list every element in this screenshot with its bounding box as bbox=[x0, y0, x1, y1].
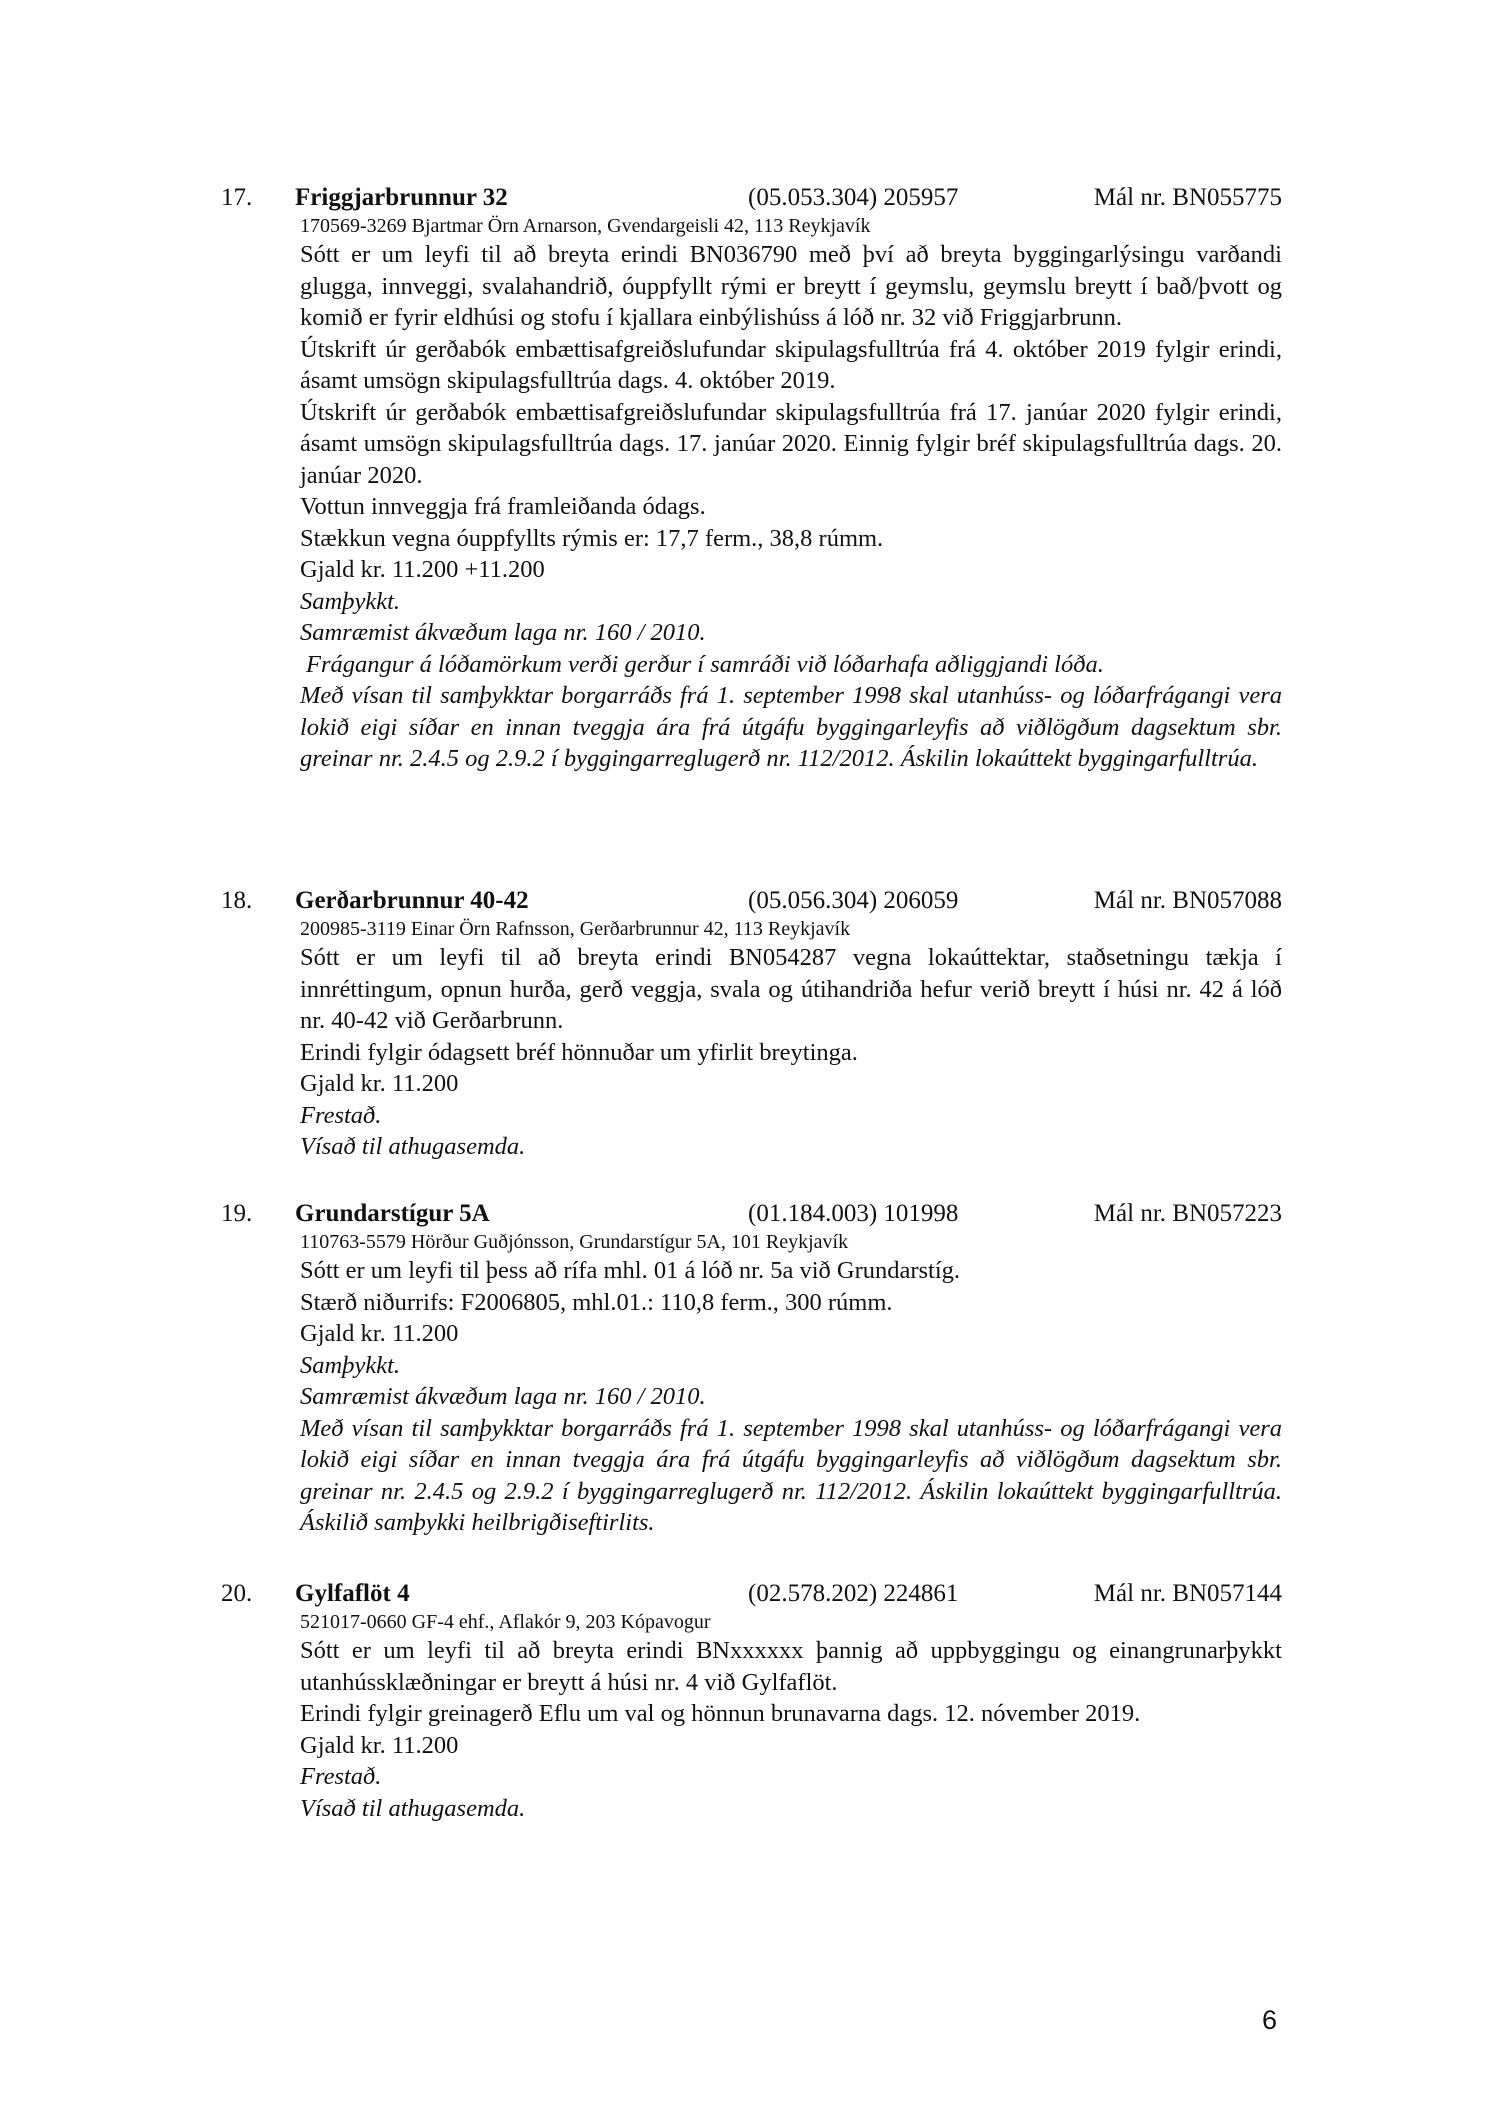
attachment-note: Erindi fylgir greinagerð Eflu um val og hönnun brunavarna dags. 12. nóvember 2019. bbox=[300, 1700, 1141, 1727]
item-header bbox=[222, 1198, 1282, 1229]
case-number: Mál nr. BN057088 bbox=[1093, 887, 1282, 914]
item-body bbox=[300, 1229, 1282, 1539]
applicant: 521017-0660 GF-4 ehf., Aflakór 9, 203 Kópavogur bbox=[300, 1611, 711, 1633]
applicant: 110763-5579 Hörður Guðjónsson, Grundarstígur 5A, 101 Reykjavík bbox=[300, 1231, 849, 1253]
agenda-item-20 bbox=[222, 1578, 1282, 1824]
property-reference: (01.184.003) 101998 bbox=[748, 1200, 959, 1227]
decision: Frestað. bbox=[300, 1763, 382, 1790]
item-body bbox=[300, 916, 1282, 1163]
law-compliance: Samræmist ákvæðum laga nr. 160 / 2010. bbox=[300, 619, 706, 646]
property-reference: (05.056.304) 206059 bbox=[748, 887, 959, 914]
property-address: Gerðarbrunnur 40-42 bbox=[295, 887, 529, 914]
item-body bbox=[300, 1609, 1282, 1824]
extract-note: Útskrift úr gerðabók embættisafgreiðslufundar skipulagsfulltrúa frá 17. janúar 2020 fylgir erindi, ásamt umsögn skipulagsfulltrúa dags. 17. janúar 2020. Einnig fylgir bréf skipulagsfulltrúa dags. 20. janúar 2020. bbox=[300, 398, 1282, 489]
item-number: 18. bbox=[221, 887, 253, 914]
fee: Gjald kr. 11.200 bbox=[300, 1731, 459, 1759]
property-address: Gylfaflöt 4 bbox=[295, 1580, 410, 1607]
fee: Gjald kr. 11.200 bbox=[300, 1070, 459, 1097]
demolition-size: Stærð niðurrifs: F2006805, mhl.01.: 110,8 ferm., 300 rúmm. bbox=[300, 1288, 893, 1316]
certification-note: Vottun innveggja frá framleiðanda ódags. bbox=[300, 493, 706, 520]
applicant: 170569-3269 Bjartmar Örn Arnarson, Gvendargeisli 42, 113 Reykjavík bbox=[300, 215, 871, 237]
decision: Samþykkt. bbox=[300, 587, 400, 615]
agenda-item-19 bbox=[222, 1198, 1282, 1539]
agenda-item-17 bbox=[222, 182, 1282, 775]
condition-note: Með vísan til samþykktar borgarráðs frá 1. september 1998 skal utanhúss- og lóðarfrágangi vera lokið eigi síðar en innan tveggja ára frá útgáfu byggingarleyfis að viðlögðum dagsektum sbr. greinar nr. 2.4.5 og 2.9.2 í byggingarreglugerð nr. 112/2012. Áskilin lokaúttekt byggingarfulltrúa. bbox=[300, 682, 1282, 772]
description: Sótt er um leyfi til að breyta erindi BNxxxxxx þannig að uppbyggingu og einangrunarþykkt utanhússklæðningar er breytt á húsi nr. 4 við Gylfaflöt. bbox=[300, 1637, 1282, 1696]
item-number: 17. bbox=[221, 184, 253, 211]
decision: Samþykkt. bbox=[300, 1351, 400, 1379]
case-number: Mál nr. BN057144 bbox=[1093, 1580, 1282, 1607]
attachment-note: Erindi fylgir ódagsett bréf hönnuðar um yfirlit breytinga. bbox=[300, 1038, 858, 1066]
page-number: 6 bbox=[1262, 2005, 1278, 2035]
case-number: Mál nr. BN057223 bbox=[1093, 1200, 1282, 1227]
applicant: 200985-3119 Einar Örn Rafnsson, Gerðarbrunnur 42, 113 Reykjavík bbox=[300, 918, 851, 940]
property-reference: (02.578.202) 224861 bbox=[748, 1580, 959, 1607]
agenda-item-18 bbox=[222, 885, 1282, 1163]
extract-note: Útskrift úr gerðabók embættisafgreiðslufundar skipulagsfulltrúa frá 4. október 2019 fylgir erindi, ásamt umsögn skipulagsfulltrúa dags. 4. október 2019. bbox=[300, 335, 1282, 394]
item-header bbox=[222, 1578, 1282, 1609]
case-number: Mál nr. BN055775 bbox=[1093, 184, 1282, 211]
property-address: Grundarstígur 5A bbox=[295, 1200, 490, 1227]
condition-note: Með vísan til samþykktar borgarráðs frá 1. september 1998 skal utanhúss- og lóðarfrágangi vera lokið eigi síðar en innan tveggja ára frá útgáfu byggingarleyfis að viðlögðum dagsektum sbr. greinar nr. 2.4.5 og 2.9.2 í byggingarreglugerð nr. 112/2012. Áskilin lokaúttekt byggingarfulltrúa. Áskilið samþykki heilbrigðiseftirlits. bbox=[300, 1414, 1282, 1536]
item-body bbox=[300, 213, 1282, 775]
fee: Gjald kr. 11.200 bbox=[300, 1320, 459, 1347]
property-address: Friggjarbrunnur 32 bbox=[295, 184, 508, 211]
description: Sótt er um leyfi til að breyta erindi BN036790 með því að breyta byggingarlýsingu varðandi glugga, innveggi, svalahandrið, óuppfyllt rými er breytt í geymslu, geymslu breytt í bað/þvott og komið er fyrir eldhúsi og stofu í kjallara einbýlishúss á lóð nr. 32 við Friggjarbrunn. bbox=[300, 241, 1282, 331]
description: Sótt er um leyfi til að breyta erindi BN054287 vegna lokaúttektar, staðsetningu tækja í innréttingum, opnun hurða, gerð veggja, svala og útihandriða hefur verið breytt í húsi nr. 42 á lóð nr. 40-42 við Gerðarbrunn. bbox=[300, 944, 1282, 1034]
law-compliance: Samræmist ákvæðum laga nr. 160 / 2010. bbox=[300, 1383, 706, 1410]
description: Sótt er um leyfi til þess að rífa mhl. 01 á lóð nr. 5a við Grundarstíg. bbox=[300, 1257, 961, 1284]
property-reference: (05.053.304) 205957 bbox=[748, 184, 959, 211]
item-number: 19. bbox=[221, 1200, 253, 1227]
item-number: 20. bbox=[221, 1580, 253, 1607]
fee: Gjald kr. 11.200 +11.200 bbox=[300, 556, 545, 583]
referral: Vísað til athugasemda. bbox=[300, 1794, 526, 1822]
boundary-note: Frágangur á lóðamörkum verði gerður í samráði við lóðarhafa aðliggjandi lóða. bbox=[306, 650, 1104, 678]
enlargement-note: Stækkun vegna óuppfyllts rýmis er: 17,7 ferm., 38,8 rúmm. bbox=[300, 524, 884, 552]
referral: Vísað til athugasemda. bbox=[300, 1133, 526, 1160]
decision: Frestað. bbox=[300, 1101, 382, 1129]
item-header bbox=[222, 182, 1282, 213]
item-header bbox=[222, 885, 1282, 916]
